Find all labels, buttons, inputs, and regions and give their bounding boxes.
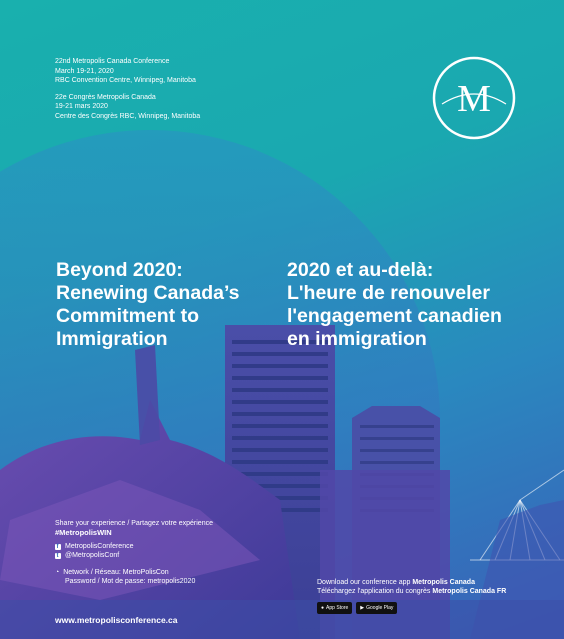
headline-fr: 2020 et au-delà: L'heure de renouveler l'engagement canadien en immigration bbox=[287, 259, 502, 350]
app-store-badge[interactable]: ● App Store bbox=[317, 602, 352, 614]
facebook-row[interactable]: f MetropolisConference bbox=[56, 543, 134, 550]
twitter-icon: t bbox=[55, 553, 61, 559]
metropolis-bridge-logo bbox=[432, 56, 516, 140]
website-link[interactable]: www.metropolisconference.ca bbox=[55, 615, 178, 625]
wifi-icon: ◔ bbox=[55, 569, 60, 576]
social-info bbox=[55, 519, 275, 586]
facebook-icon: f bbox=[55, 544, 61, 550]
google-play-badge[interactable]: ▶ Google Play bbox=[356, 602, 397, 614]
play-icon: ▶ bbox=[360, 605, 365, 611]
app-download-info: Download our conference app Metropolis Canada Téléchargez l'application du congrès Metropolis Canada FR ● App Store ▶ Google Play bbox=[317, 578, 557, 614]
logo-letter: M bbox=[457, 78, 491, 120]
conference-info-en: 22nd Metropolis Canada Conference March 19-21, 2020 RBC Convention Centre, Winnipeg, Manitoba bbox=[55, 58, 196, 84]
apple-icon: ● bbox=[321, 605, 325, 611]
share-text: Share your experience / Partagez votre expérience bbox=[55, 520, 213, 527]
headline-en: Beyond 2020: Renewing Canada’s Commitment to Immigration bbox=[56, 259, 240, 350]
twitter-row[interactable]: t @MetropolisConf bbox=[56, 552, 120, 559]
network-row: ◔ Network / Réseau: MetroPolisCon bbox=[55, 569, 169, 576]
conference-info-fr: 22e Congrès Metropolis Canada 19-21 mars 2020 Centre des Congrès RBC, Winnipeg, Manitoba bbox=[55, 93, 201, 120]
hashtag: #MetropolisWIN bbox=[55, 528, 112, 537]
conference-info bbox=[55, 57, 200, 121]
password-text: Password / Mot de passe: metropolis2020 bbox=[65, 578, 196, 585]
